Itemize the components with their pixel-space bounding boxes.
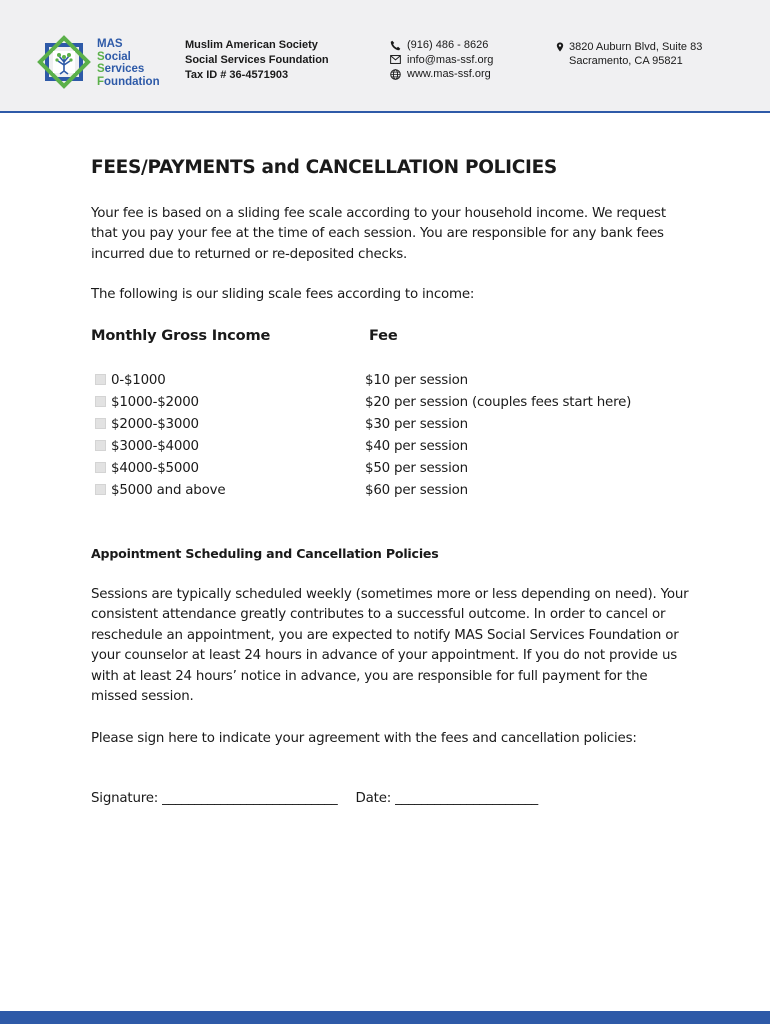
income-checkbox[interactable] bbox=[95, 418, 106, 429]
income-checkbox[interactable] bbox=[95, 396, 106, 407]
letterhead bbox=[0, 0, 770, 112]
fee-row bbox=[91, 461, 691, 483]
fee-row bbox=[91, 439, 691, 461]
logo-wordmark bbox=[97, 38, 160, 88]
fee-row bbox=[91, 395, 691, 417]
address-line-1: 3820 Auburn Blvd, Suite 83 bbox=[569, 41, 703, 53]
logo-letter: S bbox=[97, 50, 105, 63]
fee-row bbox=[91, 483, 691, 505]
income-checkbox[interactable] bbox=[95, 484, 106, 495]
tax-id: Tax ID # 36-4571903 bbox=[185, 69, 289, 81]
date-field[interactable]: Date: ______________________ bbox=[355, 791, 539, 806]
logo-line-4: oundation bbox=[104, 75, 160, 88]
income-range: $1000-$2000 bbox=[111, 395, 199, 410]
fee-amount: $60 per session bbox=[365, 483, 468, 498]
signature-line bbox=[91, 791, 538, 806]
email-row bbox=[390, 53, 493, 68]
fee-amount: $30 per session bbox=[365, 417, 468, 432]
fee-row bbox=[91, 373, 691, 395]
fee-row bbox=[91, 417, 691, 439]
fee-column-header: Fee bbox=[369, 327, 398, 344]
income-column-header: Monthly Gross Income bbox=[91, 327, 271, 344]
organization-info bbox=[185, 38, 329, 83]
phone-icon bbox=[390, 39, 403, 51]
fee-amount: $10 per session bbox=[365, 373, 468, 388]
income-range: $4000-$5000 bbox=[111, 461, 199, 476]
policy-heading: Appointment Scheduling and Cancellation Policies bbox=[91, 546, 439, 561]
page-title: FEES/PAYMENTS and CANCELLATION POLICIES bbox=[91, 157, 557, 178]
intro-paragraph: Your fee is based on a sliding fee scale according to your household income. We request that you pay your fee at the time of each session. You are responsible for any bank fees incurred due to returned or re-deposited checks. bbox=[91, 206, 666, 262]
income-checkbox[interactable] bbox=[95, 462, 106, 473]
website-row bbox=[390, 67, 493, 82]
phone-row bbox=[390, 38, 493, 53]
signature-field[interactable]: Signature: ___________________________ bbox=[91, 791, 338, 806]
fee-amount: $20 per session (couples fees start here) bbox=[365, 395, 632, 410]
agreement-text: Please sign here to indicate your agreement with the fees and cancellation policies: bbox=[91, 731, 637, 746]
fee-amount: $40 per session bbox=[365, 439, 468, 454]
website-link[interactable]: www.mas-ssf.org bbox=[407, 68, 491, 80]
address-line-1-row bbox=[556, 40, 702, 54]
location-pin-icon bbox=[556, 40, 568, 52]
mail-icon bbox=[390, 54, 403, 66]
footer-bar bbox=[0, 1011, 770, 1024]
globe-icon bbox=[390, 68, 403, 80]
income-checkbox[interactable] bbox=[95, 374, 106, 385]
logo-line-1: MAS bbox=[97, 38, 123, 50]
contact-info bbox=[390, 38, 493, 82]
org-subname: Social Services Foundation bbox=[185, 54, 329, 66]
fee-amount: $50 per session bbox=[365, 461, 468, 476]
header-divider bbox=[0, 111, 770, 113]
income-checkbox[interactable] bbox=[95, 440, 106, 451]
logo-letter: F bbox=[97, 75, 105, 88]
logo-line-3: ervices bbox=[104, 63, 145, 75]
org-name: Muslim American Society bbox=[185, 39, 318, 51]
address-info bbox=[556, 40, 702, 68]
policy-paragraph: Sessions are typically scheduled weekly (sometimes more or less depending on need). Your consistent attendance greatly contributes to a successful outcome. In order to cancel or reschedule an appointment, you are expected to notify MAS Social Services Foundation or your counselor at least 24 hours in advance of your appointment. If you do not provide us with at least 24 hours’ notice in advance, you are responsible for full payment for the missed session. bbox=[91, 587, 689, 705]
address-line-2: Sacramento, CA 95821 bbox=[569, 55, 683, 67]
income-range: $2000-$3000 bbox=[111, 417, 199, 432]
income-range: $5000 and above bbox=[111, 483, 226, 498]
logo-line-2: ocial bbox=[104, 50, 131, 63]
email-link[interactable]: info@mas-ssf.org bbox=[407, 53, 494, 66]
logo-letter: S bbox=[97, 63, 105, 75]
income-range: 0-$1000 bbox=[111, 373, 166, 388]
star-tree-logo-icon bbox=[34, 32, 94, 92]
scale-intro: The following is our sliding scale fees according to income: bbox=[91, 287, 475, 302]
phone-number: (916) 486 - 8626 bbox=[407, 39, 489, 51]
income-range: $3000-$4000 bbox=[111, 439, 199, 454]
